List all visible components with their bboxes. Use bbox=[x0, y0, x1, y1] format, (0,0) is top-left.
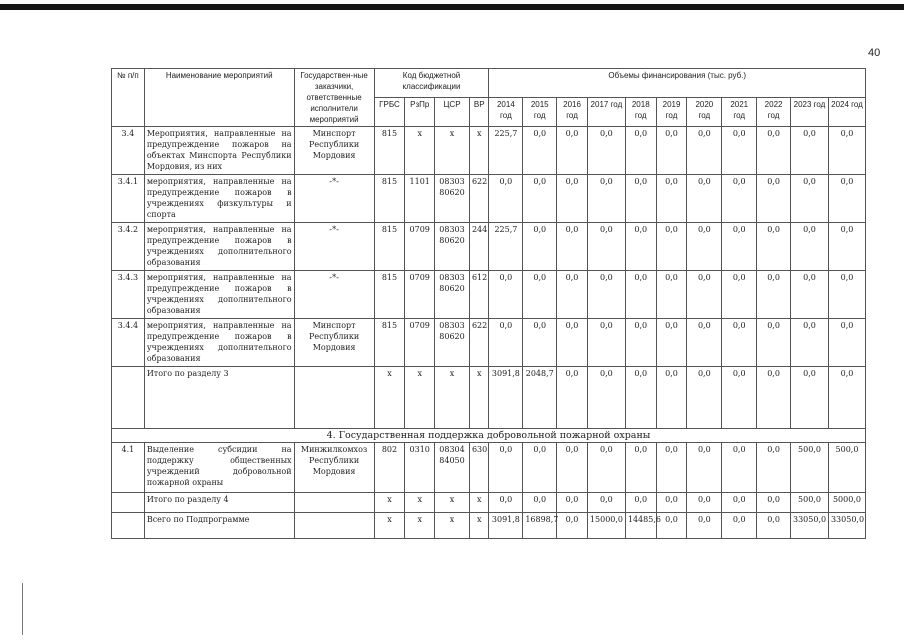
row-value: 0,0 bbox=[587, 367, 625, 429]
row-csr: 08303 80620 bbox=[435, 223, 470, 271]
row-vr: х bbox=[469, 127, 489, 175]
total-label: Всего по Подпрограмме bbox=[144, 513, 294, 539]
row-value: 0,0 bbox=[757, 513, 791, 539]
row-value: 0,0 bbox=[656, 223, 687, 271]
row-value: 16898,7 bbox=[523, 513, 557, 539]
row-value: 225,7 bbox=[489, 223, 523, 271]
row-value: 0,0 bbox=[722, 443, 757, 493]
row-value: 33050,0 bbox=[828, 513, 865, 539]
row-grbs: х bbox=[374, 513, 405, 539]
row-value: 0,0 bbox=[523, 127, 557, 175]
row-value: 3091,8 bbox=[489, 513, 523, 539]
row-grbs: х bbox=[374, 367, 405, 429]
row-num bbox=[112, 367, 145, 429]
row-value: 0,0 bbox=[523, 223, 557, 271]
row-num: 3.4.1 bbox=[112, 175, 145, 223]
row-grbs: 815 bbox=[374, 175, 405, 223]
row-vr: х bbox=[469, 513, 489, 539]
row-value: 0,0 bbox=[722, 513, 757, 539]
row-num: 3.4.4 bbox=[112, 319, 145, 367]
table-row bbox=[112, 443, 866, 493]
row-num: 4.1 bbox=[112, 443, 145, 493]
table-row bbox=[112, 127, 866, 175]
row-value: 0,0 bbox=[625, 319, 656, 367]
total-row-section-3 bbox=[112, 367, 866, 429]
header-year: 2014 год bbox=[489, 98, 523, 127]
row-csr: 08303 80620 bbox=[435, 319, 470, 367]
row-vr: 622 bbox=[469, 175, 489, 223]
row-value: 0,0 bbox=[625, 175, 656, 223]
row-grbs: 815 bbox=[374, 319, 405, 367]
row-value: 0,0 bbox=[791, 319, 829, 367]
row-rzpr: 0709 bbox=[405, 271, 435, 319]
row-customer bbox=[294, 493, 374, 513]
row-value: 0,0 bbox=[687, 319, 722, 367]
row-value: 0,0 bbox=[523, 271, 557, 319]
row-value: 0,0 bbox=[828, 223, 865, 271]
header-year: 2017 год bbox=[587, 98, 625, 127]
header-year: 2019 год bbox=[656, 98, 687, 127]
total-label: Итого по разделу 4 bbox=[144, 493, 294, 513]
row-value: 0,0 bbox=[587, 271, 625, 319]
row-value: 0,0 bbox=[722, 367, 757, 429]
row-value: 2048,7 bbox=[523, 367, 557, 429]
row-value: 0,0 bbox=[828, 319, 865, 367]
row-value: 0,0 bbox=[828, 367, 865, 429]
row-value: 0,0 bbox=[557, 367, 588, 429]
row-value: 0,0 bbox=[722, 271, 757, 319]
page-number: 40 bbox=[868, 47, 881, 59]
budget-table bbox=[111, 68, 866, 539]
row-num bbox=[112, 493, 145, 513]
row-value: 0,0 bbox=[757, 443, 791, 493]
header-num: № п/п bbox=[112, 69, 145, 127]
section-4-header-row bbox=[112, 429, 866, 443]
table-row bbox=[112, 271, 866, 319]
row-value: 0,0 bbox=[687, 493, 722, 513]
row-value: 0,0 bbox=[828, 271, 865, 319]
row-name: Выделение субсидии на поддержку общественных учреждений добровольной пожарной охраны bbox=[144, 443, 294, 493]
row-rzpr: х bbox=[405, 493, 435, 513]
header-name: Наименование мероприятий bbox=[144, 69, 294, 127]
row-name: мероприятия, направленные на предупреждение пожаров в учреждениях физкультуры и спорта bbox=[144, 175, 294, 223]
row-customer: Минжилкомхоз Республики Мордовия bbox=[294, 443, 374, 493]
row-rzpr: х bbox=[405, 513, 435, 539]
row-num: 3.4.3 bbox=[112, 271, 145, 319]
header-customer: Государствен-ные заказчики, ответственные исполнители мероприятий bbox=[294, 69, 374, 127]
section-4-title: 4. Государственная поддержка добровольной пожарной охраны bbox=[112, 429, 866, 443]
row-rzpr: 0709 bbox=[405, 223, 435, 271]
row-value: 0,0 bbox=[791, 223, 829, 271]
header-year: 2015 год bbox=[523, 98, 557, 127]
row-value: 0,0 bbox=[687, 367, 722, 429]
row-value: 0,0 bbox=[523, 319, 557, 367]
row-rzpr: 0310 bbox=[405, 443, 435, 493]
row-value: 0,0 bbox=[587, 223, 625, 271]
row-value: 0,0 bbox=[489, 175, 523, 223]
header-year: 2016 год bbox=[557, 98, 588, 127]
row-value: 0,0 bbox=[587, 175, 625, 223]
row-csr: 08303 80620 bbox=[435, 175, 470, 223]
row-value: 0,0 bbox=[656, 271, 687, 319]
total-label: Итого по разделу 3 bbox=[144, 367, 294, 429]
top-border-bar bbox=[0, 4, 904, 10]
row-vr: 244 bbox=[469, 223, 489, 271]
row-csr: х bbox=[435, 367, 470, 429]
header-year: 2021 год bbox=[722, 98, 757, 127]
row-value: 14485,6 bbox=[625, 513, 656, 539]
row-value: 0,0 bbox=[791, 367, 829, 429]
row-csr: 08304 84050 bbox=[435, 443, 470, 493]
row-vr: 630 bbox=[469, 443, 489, 493]
row-value: 225,7 bbox=[489, 127, 523, 175]
row-value: 0,0 bbox=[625, 127, 656, 175]
row-value: 0,0 bbox=[557, 175, 588, 223]
row-value: 0,0 bbox=[489, 319, 523, 367]
row-value: 0,0 bbox=[656, 127, 687, 175]
header-year: 2022 год bbox=[757, 98, 791, 127]
row-value: 0,0 bbox=[489, 493, 523, 513]
row-value: 0,0 bbox=[791, 175, 829, 223]
header-vr: ВР bbox=[469, 98, 489, 127]
row-value: 0,0 bbox=[722, 175, 757, 223]
table-row bbox=[112, 223, 866, 271]
row-value: 0,0 bbox=[757, 223, 791, 271]
margin-mark bbox=[22, 583, 23, 635]
row-value: 0,0 bbox=[557, 127, 588, 175]
header-rzpr: РзПр bbox=[405, 98, 435, 127]
row-value: 0,0 bbox=[757, 175, 791, 223]
row-csr: х bbox=[435, 513, 470, 539]
header-year: 2020 год bbox=[687, 98, 722, 127]
row-value: 0,0 bbox=[557, 513, 588, 539]
row-value: 0,0 bbox=[757, 367, 791, 429]
total-row-program bbox=[112, 513, 866, 539]
row-customer bbox=[294, 367, 374, 429]
row-rzpr: 0709 bbox=[405, 319, 435, 367]
row-vr: х bbox=[469, 367, 489, 429]
row-value: 0,0 bbox=[757, 493, 791, 513]
row-num: 3.4.2 bbox=[112, 223, 145, 271]
row-vr: 612 bbox=[469, 271, 489, 319]
row-value: 0,0 bbox=[791, 127, 829, 175]
row-value: 0,0 bbox=[656, 493, 687, 513]
row-customer: Минспорт Республики Мордовия bbox=[294, 127, 374, 175]
row-name: мероприятия, направленные на предупреждение пожаров в учреждениях дополнительного образования bbox=[144, 271, 294, 319]
row-customer: -*- bbox=[294, 271, 374, 319]
row-value: 0,0 bbox=[828, 175, 865, 223]
row-grbs: 802 bbox=[374, 443, 405, 493]
row-grbs: 815 bbox=[374, 223, 405, 271]
row-value: 0,0 bbox=[656, 367, 687, 429]
row-rzpr: х bbox=[405, 367, 435, 429]
row-value: 0,0 bbox=[687, 175, 722, 223]
row-value: 0,0 bbox=[656, 319, 687, 367]
header-year: 2023 год bbox=[791, 98, 829, 127]
row-value: 0,0 bbox=[489, 271, 523, 319]
row-vr: х bbox=[469, 493, 489, 513]
row-csr: 08303 80620 bbox=[435, 271, 470, 319]
row-value: 0,0 bbox=[791, 271, 829, 319]
header-year: 2018 год bbox=[625, 98, 656, 127]
row-value: 0,0 bbox=[625, 443, 656, 493]
row-value: 0,0 bbox=[523, 493, 557, 513]
row-name: Мероприятия, направленные на предупреждение пожаров на объектах Минспорта Республики Мордовия, из них bbox=[144, 127, 294, 175]
row-value: 0,0 bbox=[587, 127, 625, 175]
row-value: 0,0 bbox=[722, 223, 757, 271]
row-value: 0,0 bbox=[557, 443, 588, 493]
row-rzpr: х bbox=[405, 127, 435, 175]
row-value: 0,0 bbox=[557, 493, 588, 513]
row-value: 500,0 bbox=[828, 443, 865, 493]
row-value: 0,0 bbox=[828, 127, 865, 175]
row-value: 0,0 bbox=[625, 271, 656, 319]
row-value: 0,0 bbox=[687, 443, 722, 493]
row-value: 0,0 bbox=[687, 223, 722, 271]
row-value: 0,0 bbox=[625, 223, 656, 271]
header-csr: ЦСР bbox=[435, 98, 470, 127]
row-value: 0,0 bbox=[687, 127, 722, 175]
header-funding: Объемы финансирования (тыс. руб.) bbox=[489, 69, 866, 98]
table-row bbox=[112, 175, 866, 223]
row-value: 0,0 bbox=[656, 443, 687, 493]
row-value: 33050,0 bbox=[791, 513, 829, 539]
row-value: 0,0 bbox=[722, 319, 757, 367]
row-name: мероприятия, направленные на предупреждение пожаров в учреждениях дополнительного образования bbox=[144, 223, 294, 271]
row-value: 0,0 bbox=[722, 127, 757, 175]
row-value: 3091,8 bbox=[489, 367, 523, 429]
row-customer: -*- bbox=[294, 223, 374, 271]
header-year: 2024 год bbox=[828, 98, 865, 127]
row-name: мероприятия, направленные на предупреждение пожаров в учреждениях дополнительного образования bbox=[144, 319, 294, 367]
row-vr: 622 bbox=[469, 319, 489, 367]
row-rzpr: 1101 bbox=[405, 175, 435, 223]
row-csr: х bbox=[435, 127, 470, 175]
row-customer: -*- bbox=[294, 175, 374, 223]
row-csr: х bbox=[435, 493, 470, 513]
row-num: 3.4 bbox=[112, 127, 145, 175]
row-value: 0,0 bbox=[625, 367, 656, 429]
row-value: 0,0 bbox=[687, 271, 722, 319]
row-value: 0,0 bbox=[587, 319, 625, 367]
row-num bbox=[112, 513, 145, 539]
table-row bbox=[112, 319, 866, 367]
row-value: 0,0 bbox=[587, 493, 625, 513]
row-customer: Минспорт Республики Мордовия bbox=[294, 319, 374, 367]
row-value: 0,0 bbox=[523, 443, 557, 493]
row-value: 0,0 bbox=[757, 271, 791, 319]
row-value: 0,0 bbox=[587, 443, 625, 493]
row-value: 0,0 bbox=[557, 319, 588, 367]
row-value: 0,0 bbox=[656, 513, 687, 539]
row-value: 0,0 bbox=[656, 175, 687, 223]
row-value: 0,0 bbox=[523, 175, 557, 223]
row-grbs: 815 bbox=[374, 127, 405, 175]
row-value: 15000,0 bbox=[587, 513, 625, 539]
row-value: 500,0 bbox=[791, 443, 829, 493]
total-row-section-4 bbox=[112, 493, 866, 513]
header-budget-code: Код бюджетной классификации bbox=[374, 69, 489, 98]
row-customer bbox=[294, 513, 374, 539]
row-value: 0,0 bbox=[757, 127, 791, 175]
row-value: 5000,0 bbox=[828, 493, 865, 513]
row-grbs: 815 bbox=[374, 271, 405, 319]
row-grbs: х bbox=[374, 493, 405, 513]
row-value: 500,0 bbox=[791, 493, 829, 513]
row-value: 0,0 bbox=[625, 493, 656, 513]
row-value: 0,0 bbox=[557, 223, 588, 271]
row-value: 0,0 bbox=[489, 443, 523, 493]
header-grbs: ГРБС bbox=[374, 98, 405, 127]
row-value: 0,0 bbox=[687, 513, 722, 539]
row-value: 0,0 bbox=[722, 493, 757, 513]
header-row-1 bbox=[112, 69, 866, 98]
row-value: 0,0 bbox=[757, 319, 791, 367]
row-value: 0,0 bbox=[557, 271, 588, 319]
